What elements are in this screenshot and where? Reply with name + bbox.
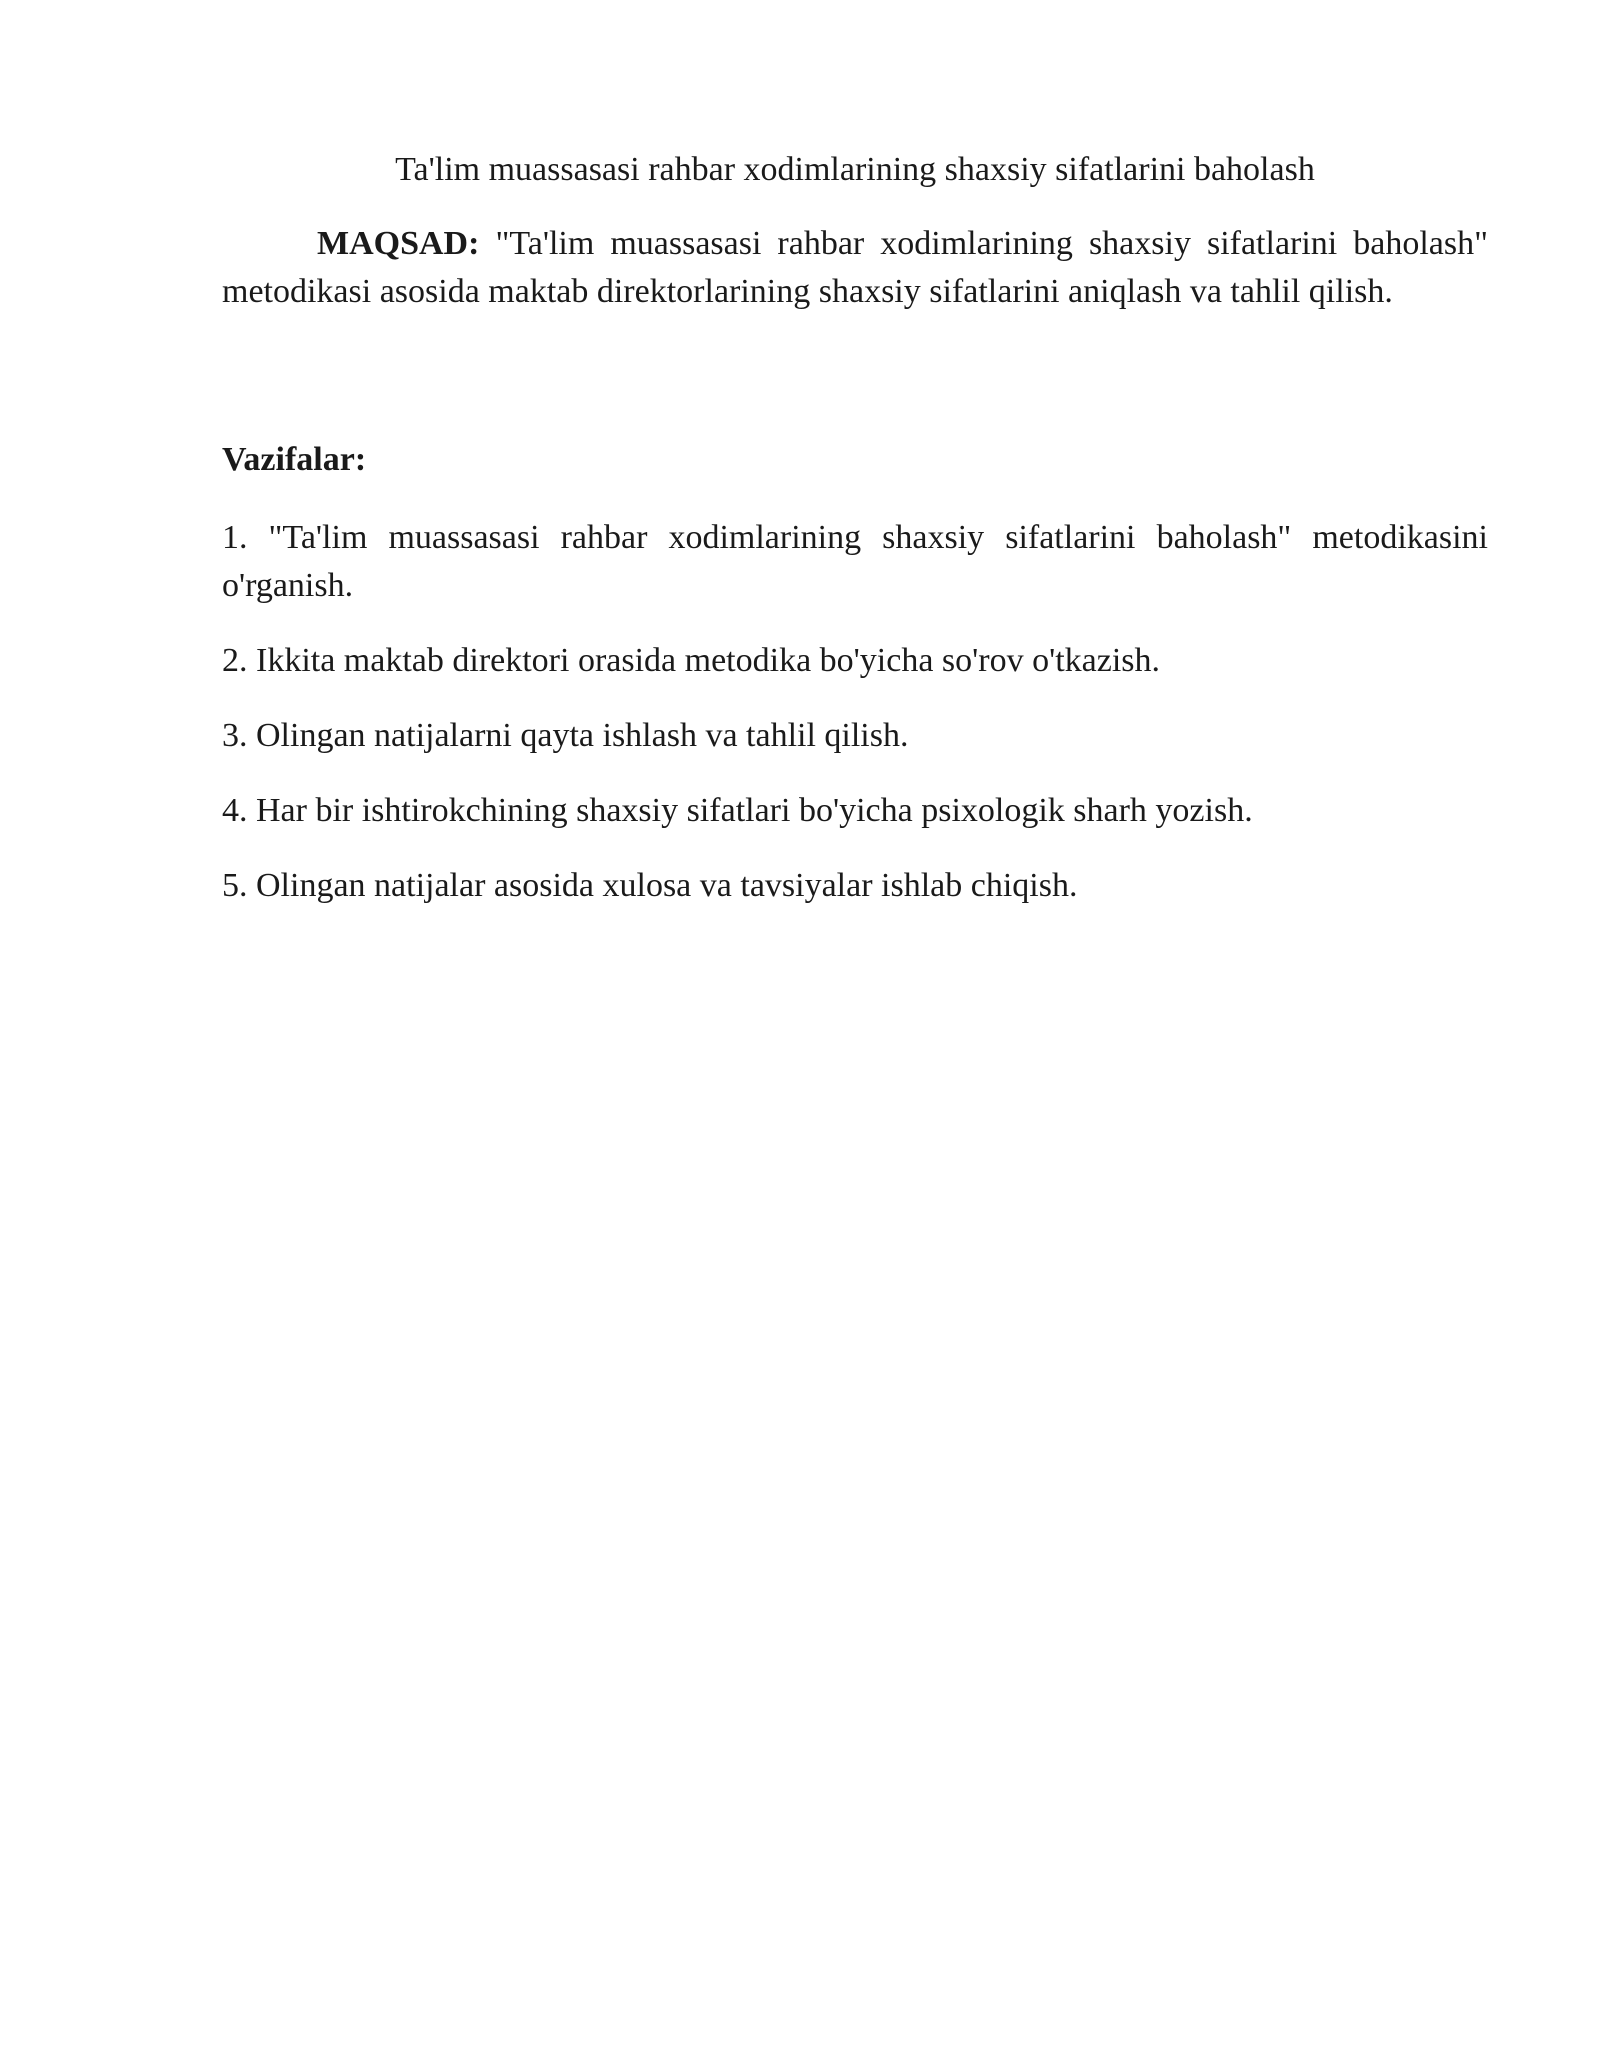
task-item: 1. "Ta'lim muassasasi rahbar xodimlarining shaxsiy sifatlarini baholash" metodikasini o'rganish. (222, 519, 1488, 604)
task-item: 4. Har bir ishtirokchining shaxsiy sifatlari bo'yicha psixologik sharh yozish. (222, 792, 1253, 829)
goal-label: MAQSAD: (317, 225, 480, 262)
document-body (222, 146, 1488, 937)
tasks-heading: Vazifalar: (222, 441, 367, 478)
goal-paragraph (222, 220, 1488, 316)
task-item: 5. Olingan natijalar asosida xulosa va tavsiyalar ishlab chiqish. (222, 867, 1078, 904)
task-list (222, 514, 1488, 910)
task-item: 2. Ikkita maktab direktori orasida metodika bo'yicha so'rov o'tkazish. (222, 642, 1161, 679)
goal-text: "Ta'lim muassasasi rahbar xodimlarining shaxsiy sifatlarini baholash" metodikasi asosida maktab direktorlarining shaxsiy sifatlarini aniqlash va tahlil qilish. (222, 225, 1489, 310)
document-title: Ta'lim muassasasi rahbar xodimlarining shaxsiy sifatlarini baholash (395, 151, 1315, 188)
task-item: 3. Olingan natijalarni qayta ishlash va tahlil qilish. (222, 717, 909, 754)
